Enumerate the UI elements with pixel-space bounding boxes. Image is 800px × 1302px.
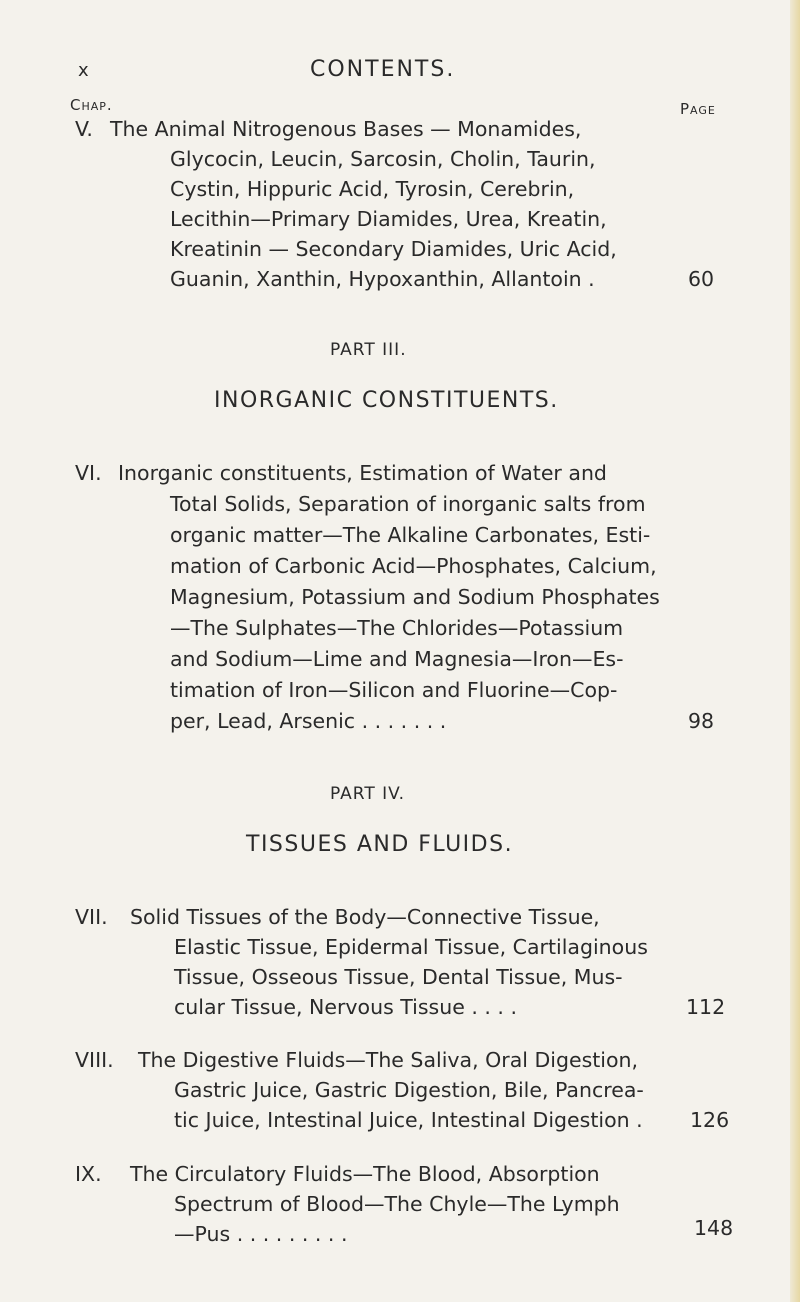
chapter-number: IX. — [75, 1162, 102, 1186]
entry-line: —The Sulphates—The Chlorides—Potassium — [170, 616, 624, 640]
entry-line: cular Tissue, Nervous Tissue . . . . — [174, 995, 517, 1019]
page-number: 112 — [686, 995, 726, 1019]
page-number: 126 — [690, 1108, 730, 1132]
entry-line: Total Solids, Separation of inorganic salts from — [170, 492, 646, 516]
part-label: PART IV. — [330, 784, 406, 804]
page-edge — [790, 0, 800, 1302]
entry-line: —Pus . . . . . . . . . — [174, 1222, 348, 1246]
entry-line: Glycocin, Leucin, Sarcosin, Cholin, Taurin, — [170, 147, 596, 171]
entry-line: per, Lead, Arsenic . . . . . . . — [170, 709, 447, 733]
entry-line: Spectrum of Blood—The Chyle—The Lymph — [174, 1192, 620, 1216]
entry-line: organic matter—The Alkaline Carbonates, Esti- — [170, 523, 651, 547]
part-label: PART III. — [330, 340, 407, 360]
entry-line: Elastic Tissue, Epidermal Tissue, Cartilaginous — [174, 935, 648, 959]
entry-line: Cystin, Hippuric Acid, Tyrosin, Cerebrin, — [170, 177, 575, 201]
entry-line: Gastric Juice, Gastric Digestion, Bile, Pancrea- — [174, 1078, 644, 1102]
chapter-number: V. — [75, 117, 93, 141]
entry-line: Kreatinin — Secondary Diamides, Uric Acid, — [170, 237, 617, 261]
page-number: 60 — [688, 267, 715, 291]
page-number: 98 — [688, 709, 715, 733]
entry-line: Lecithin—Primary Diamides, Urea, Kreatin, — [170, 207, 607, 231]
page-roman-numeral: x — [78, 60, 89, 81]
page-column-label: Page — [680, 100, 716, 118]
part-title: TISSUES AND FLUIDS. — [246, 832, 514, 857]
entry-line: The Digestive Fluids—The Saliva, Oral Digestion, — [138, 1048, 639, 1072]
entry-line: Magnesium, Potassium and Sodium Phosphates — [170, 585, 660, 609]
chapter-number: VII. — [75, 905, 108, 929]
page-title: CONTENTS. — [310, 57, 456, 82]
entry-line: mation of Carbonic Acid—Phosphates, Calcium, — [170, 554, 657, 578]
entry-line: Inorganic constituents, Estimation of Water and — [118, 461, 607, 485]
entry-line: and Sodium—Lime and Magnesia—Iron—Es- — [170, 647, 624, 671]
entry-line: timation of Iron—Silicon and Fluorine—Cop- — [170, 678, 618, 702]
part-title: INORGANIC CONSTITUENTS. — [214, 388, 559, 413]
entry-line: Tissue, Osseous Tissue, Dental Tissue, Mus- — [174, 965, 623, 989]
chapter-column-label: Chap. — [70, 96, 113, 114]
entry-line: Solid Tissues of the Body—Connective Tissue, — [130, 905, 600, 929]
entry-line: The Animal Nitrogenous Bases — Monamides, — [110, 117, 582, 141]
page-number: 148 — [694, 1216, 734, 1240]
chapter-number: VI. — [75, 461, 102, 485]
entry-line: Guanin, Xanthin, Hypoxanthin, Allantoin . — [170, 267, 595, 291]
entry-line: tic Juice, Intestinal Juice, Intestinal Digestion . — [174, 1108, 643, 1132]
entry-line: The Circulatory Fluids—The Blood, Absorption — [130, 1162, 600, 1186]
chapter-number: VIII. — [75, 1048, 114, 1072]
